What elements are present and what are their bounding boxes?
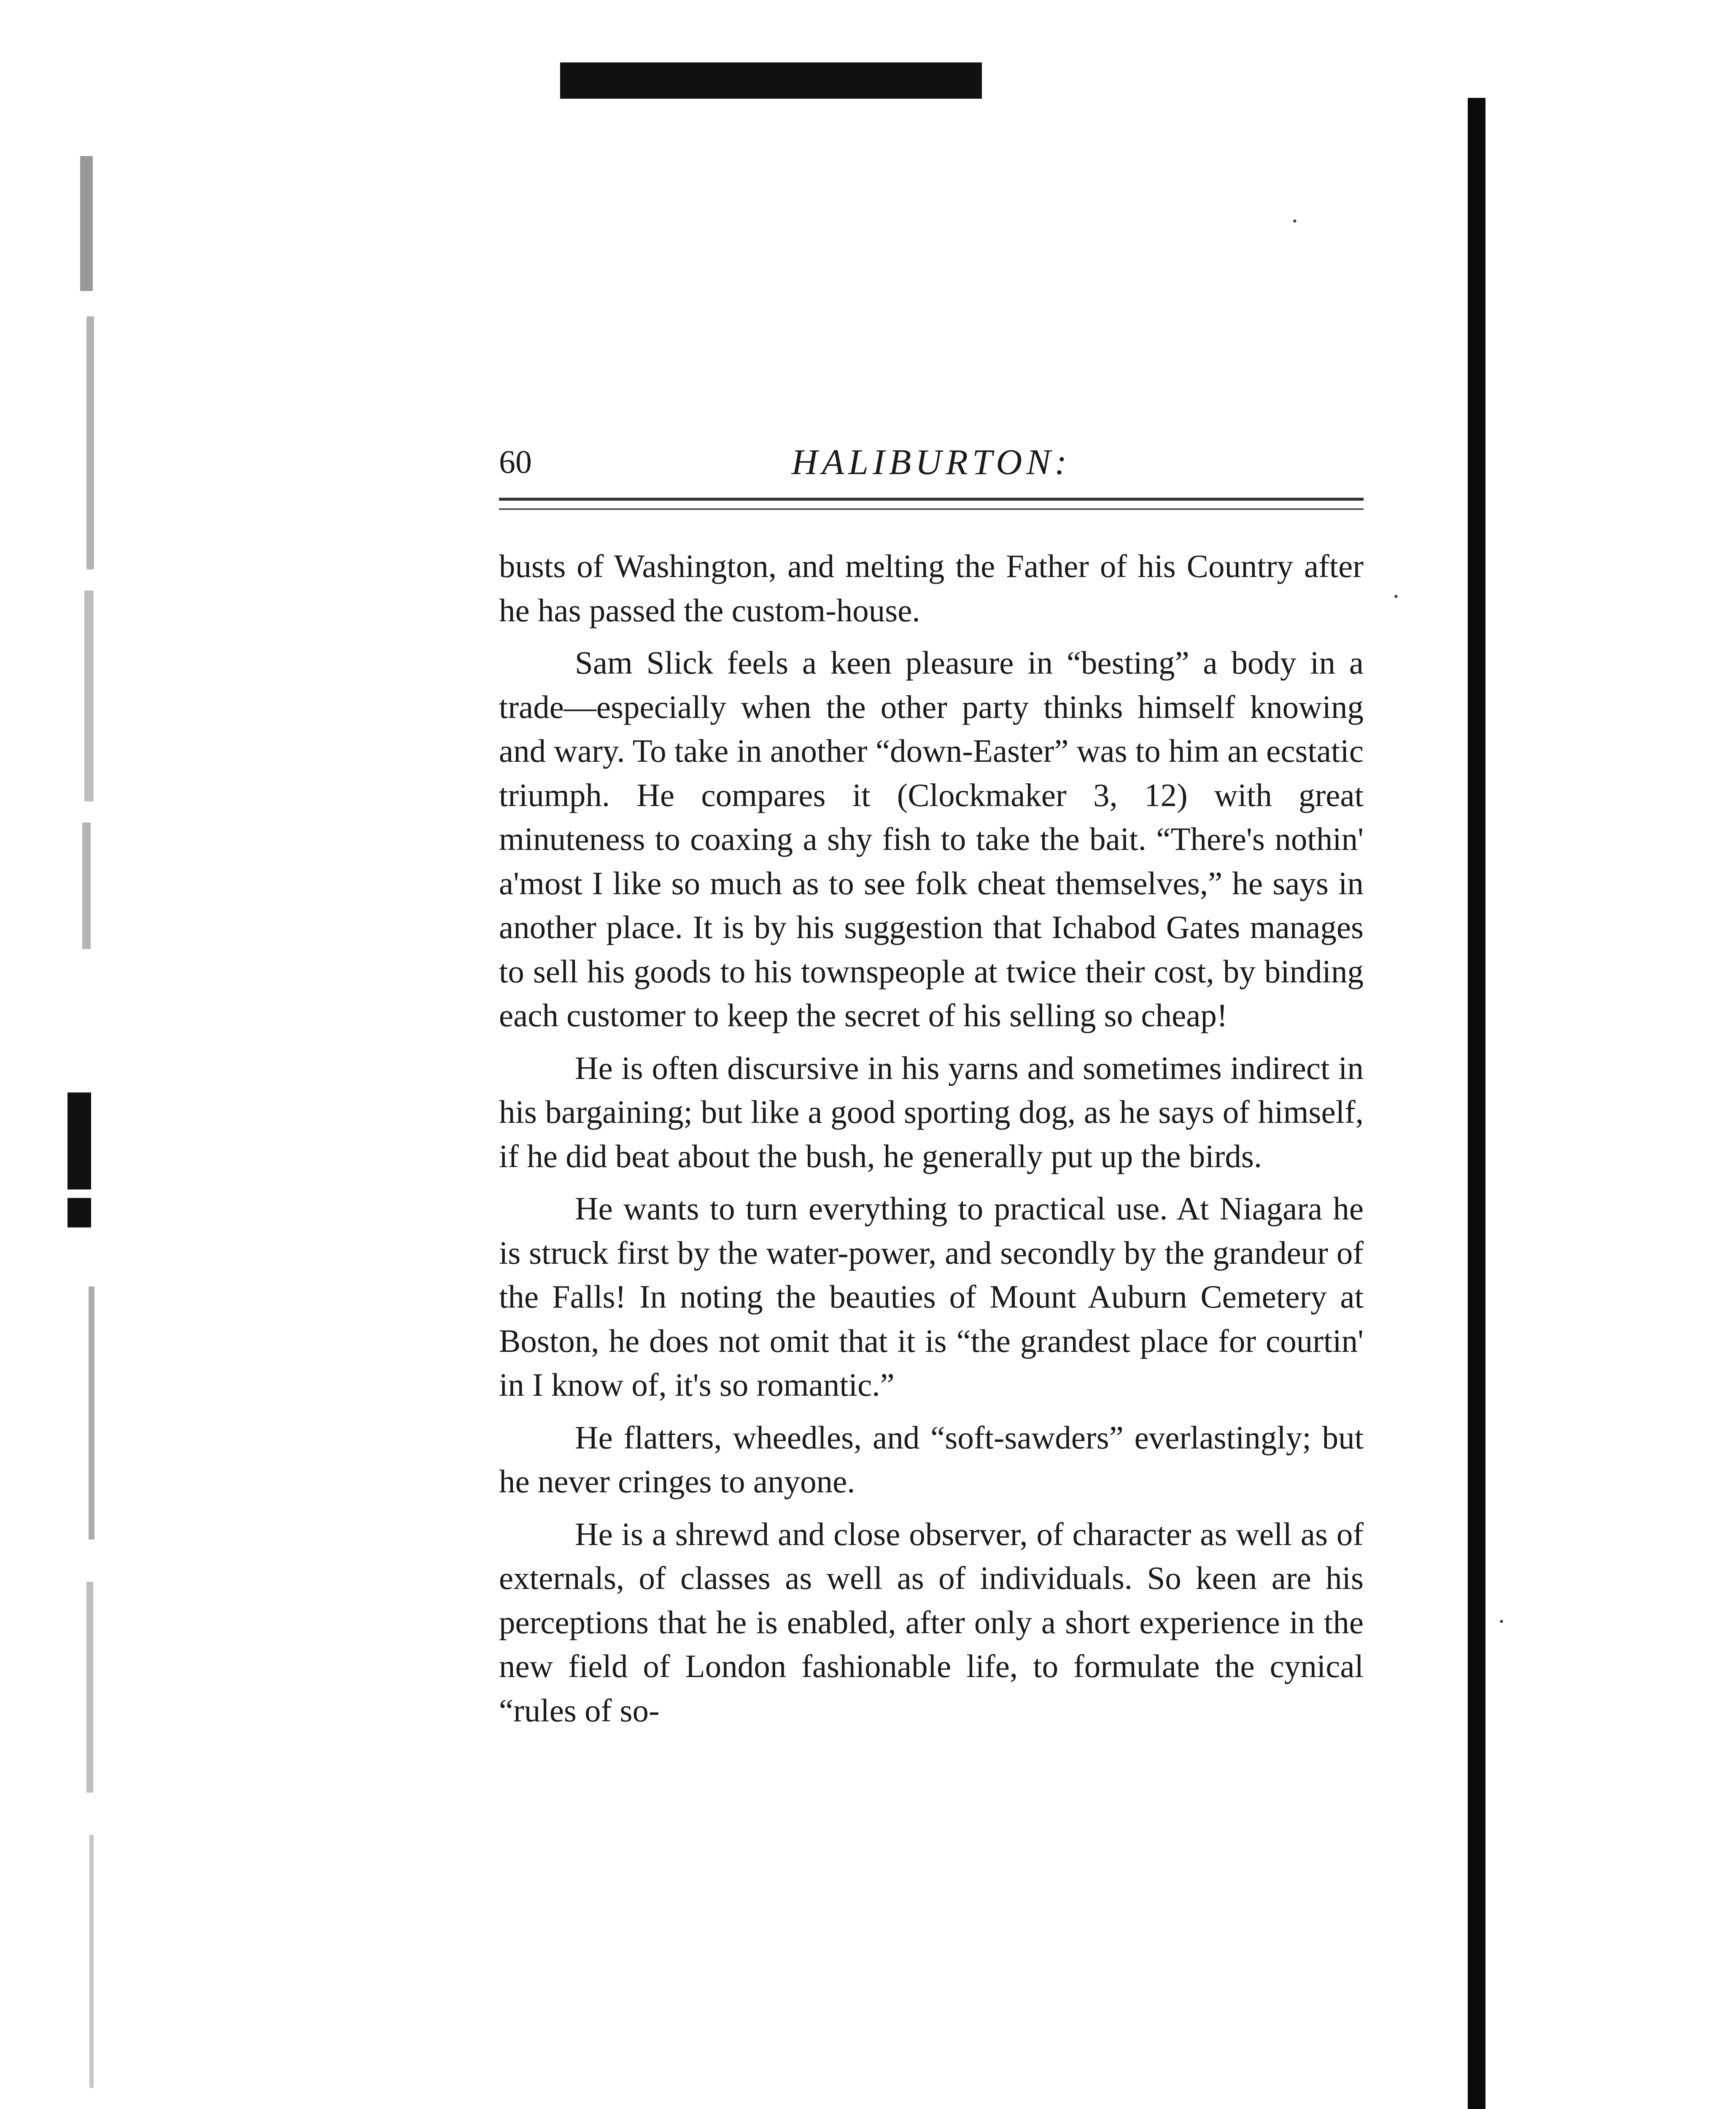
scan-margin-bar bbox=[1468, 98, 1485, 2109]
paragraph: He wants to turn everything to practical use. At Niagara he is struck first by the water-power, and secondly by the grandeur of the Falls! In noting the beauties of Mount Auburn Cemetery at Boston, he does not omit that it is “the grandest place for courtin' in I know of, it's so romantic.” bbox=[499, 1190, 1364, 1403]
running-head: HALIBURTON: bbox=[791, 442, 1071, 482]
page-header bbox=[499, 439, 1364, 485]
scan-edge-strip bbox=[560, 62, 982, 99]
paragraph: busts of Washington, and melting the Father of his Country after he has passed the custom-house. bbox=[499, 548, 1364, 628]
scan-margin-marks bbox=[63, 105, 110, 2109]
body-text bbox=[499, 544, 1364, 1732]
scan-speck: · bbox=[1291, 207, 1299, 235]
header-rule-thin bbox=[499, 508, 1364, 510]
paragraph: Sam Slick feels a keen pleasure in “besting” a body in a trade—especially when the other party thinks himself knowing and wary. To take in another “down-Easter” was to him an ecstatic triumph. He compares it (Clockmaker 3, 12) with great minuteness to coaxing a shy fish to take the bait. “There's nothin' a'most I like so much as to see folk cheat themselves,” he says in another place. It is by his suggestion that Ichabod Gates manages to sell his goods to his townspeople at twice their cost, by binding each customer to keep the secret of his selling so cheap! bbox=[499, 645, 1364, 1033]
header-rule bbox=[499, 498, 1364, 501]
scan-speck: · bbox=[1497, 1607, 1506, 1635]
scan-speck: · bbox=[1392, 583, 1400, 610]
paragraph: He is often discursive in his yarns and sometimes indirect in his bargaining; but like a good sporting dog, as he says of himself, if he did beat about the bush, he generally put up the birds. bbox=[499, 1049, 1364, 1174]
page-number: 60 bbox=[499, 443, 532, 480]
paragraph: He is a shrewd and close observer, of character as well as of externals, of classes as well as of individuals. So keen are his perceptions that he is enabled, after only a short experience in the new field of London fashionable life, to formulate the cynical “rules of so- bbox=[499, 1516, 1364, 1729]
paragraph: He flatters, wheedles, and “soft-sawders” everlastingly; but he never cringes to anyone. bbox=[499, 1419, 1364, 1499]
